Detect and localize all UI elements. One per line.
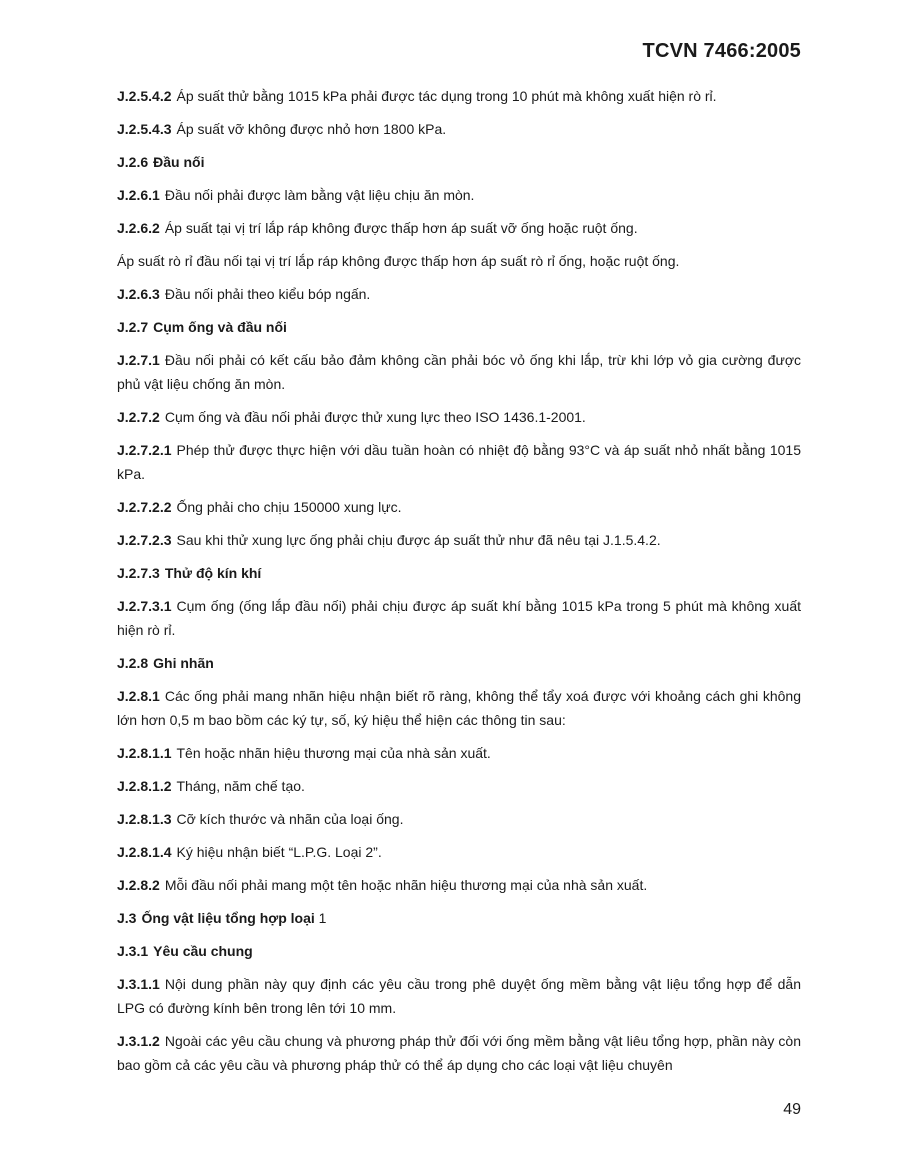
clause-title: Ghi nhãn xyxy=(153,655,214,671)
clause-title: Ống vật liệu tổng hợp loại xyxy=(141,910,315,926)
paragraph xyxy=(117,84,801,108)
clause-text: Cụm ống và đầu nối phải được thử xung lực theo ISO 1436.1-2001. xyxy=(164,409,586,425)
clause-text: Đầu nối phải được làm bằng vật liệu chịu ăn mòn. xyxy=(164,187,475,203)
paragraph xyxy=(117,807,801,831)
paragraph xyxy=(117,216,801,240)
paragraph xyxy=(117,348,801,396)
paragraph xyxy=(117,873,801,897)
paragraph xyxy=(117,438,801,486)
clause-number: J.2.5.4.2 xyxy=(117,88,172,104)
clause-text: Ống phải cho chịu 150000 xung lực. xyxy=(176,499,402,515)
clause-text: Nội dung phần này quy định các yêu cầu trong phê duyệt ống mềm bằng vật liệu tổng hợp để dẫn LPG có đường kính bên trong lên tới 10 mm. xyxy=(117,976,801,1016)
paragraph xyxy=(117,249,801,273)
clause-title: Cụm ống và đầu nối xyxy=(153,319,287,335)
clause-text: Cụm ống (ống lắp đầu nối) phải chịu được áp suất khí bằng 1015 kPa trong 5 phút mà không xuất hiện rò rỉ. xyxy=(117,598,801,638)
clause-number: J.2.8.1 xyxy=(117,688,160,704)
clause-number: J.2.8.1.1 xyxy=(117,745,172,761)
clause-number: J.2.8.2 xyxy=(117,877,160,893)
clause-number: J.2.8.1.2 xyxy=(117,778,172,794)
paragraph xyxy=(117,282,801,306)
clause-number: J.3.1.1 xyxy=(117,976,160,992)
clause-number: J.2.6 xyxy=(117,154,149,170)
clause-text: Đầu nối phải theo kiểu bóp ngấn. xyxy=(164,286,371,302)
clause-number: J.2.6.3 xyxy=(117,286,160,302)
clause-number: J.3.1.2 xyxy=(117,1033,160,1049)
paragraph xyxy=(117,840,801,864)
clause-number: J.2.8 xyxy=(117,655,149,671)
clause-text: Sau khi thử xung lực ống phải chịu được áp suất thử như đã nêu tại J.1.5.4.2. xyxy=(176,532,661,548)
clause-title: Thử độ kín khí xyxy=(164,565,262,581)
clause-number: J.2.5.4.3 xyxy=(117,121,172,137)
clause-text: Cỡ kích thước và nhãn của loại ống. xyxy=(176,811,404,827)
document-body xyxy=(117,84,801,1086)
section-heading xyxy=(117,651,801,675)
clause-text: Đầu nối phải có kết cấu bảo đảm không cần phải bóc vỏ ống khi lắp, trừ khi lớp vỏ gia cường được phủ vật liệu chống ăn mòn. xyxy=(117,352,801,392)
clause-number: J.3 xyxy=(117,910,137,926)
clause-title: Yêu cầu chung xyxy=(153,943,253,959)
clause-number: J.2.7.2.1 xyxy=(117,442,172,458)
clause-text: Áp suất rò rỉ đầu nối tại vị trí lắp ráp không được thấp hơn áp suất rò rỉ ống, hoặc ruột ống. xyxy=(117,253,680,269)
section-heading xyxy=(117,150,801,174)
clause-number: J.2.7 xyxy=(117,319,149,335)
section-heading xyxy=(117,561,801,585)
clause-text: Áp suất tại vị trí lắp ráp không được thấp hơn áp suất vỡ ống hoặc ruột ống. xyxy=(164,220,638,236)
section-heading xyxy=(117,906,801,930)
document-standard-code: TCVN 7466:2005 xyxy=(642,40,801,62)
paragraph xyxy=(117,495,801,519)
clause-number: J.2.6.2 xyxy=(117,220,160,236)
paragraph xyxy=(117,774,801,798)
clause-text: Các ống phải mang nhãn hiệu nhận biết rõ ràng, không thể tẩy xoá được với khoảng cách ghi không lớn hơn 0,5 m bao bồm các ký tự, số, ký hiệu thể hiện các thông tin sau: xyxy=(117,688,801,728)
clause-number: J.2.7.3 xyxy=(117,565,160,581)
clause-text: Tháng, năm chế tạo. xyxy=(176,778,305,794)
clause-text: Mỗi đầu nối phải mang một tên hoặc nhãn hiệu thương mại của nhà sản xuất. xyxy=(164,877,648,893)
clause-text: Phép thử được thực hiện với dầu tuần hoàn có nhiệt độ bằng 93°C và áp suất nhỏ nhất bằng 1015 kPa. xyxy=(117,442,801,482)
clause-title: Đầu nối xyxy=(153,154,205,170)
clause-number: J.2.6.1 xyxy=(117,187,160,203)
clause-number: J.2.7.3.1 xyxy=(117,598,172,614)
paragraph xyxy=(117,117,801,141)
clause-number: J.2.8.1.3 xyxy=(117,811,172,827)
section-heading xyxy=(117,939,801,963)
section-heading xyxy=(117,315,801,339)
page-number: 49 xyxy=(783,1101,801,1118)
paragraph xyxy=(117,405,801,429)
paragraph xyxy=(117,741,801,765)
paragraph xyxy=(117,183,801,207)
clause-number: J.2.7.2.2 xyxy=(117,499,172,515)
clause-text: Áp suất thử bằng 1015 kPa phải được tác dụng trong 10 phút mà không xuất hiện rò rỉ. xyxy=(176,88,717,104)
clause-number: J.2.7.1 xyxy=(117,352,160,368)
paragraph xyxy=(117,594,801,642)
clause-text: Ngoài các yêu cầu chung và phương pháp thử đối với ống mềm bằng vật liêu tổng hợp, phần này còn bao gồm cả các yêu cầu và phương pháp thử có thể áp dụng cho các loại vật liệu chuyên xyxy=(117,1033,801,1073)
clause-number: J.2.8.1.4 xyxy=(117,844,172,860)
paragraph xyxy=(117,1029,801,1077)
clause-text: Tên hoặc nhãn hiệu thương mại của nhà sản xuất. xyxy=(176,745,491,761)
clause-number: J.2.7.2 xyxy=(117,409,160,425)
clause-number: J.2.7.2.3 xyxy=(117,532,172,548)
paragraph xyxy=(117,684,801,732)
clause-text: Ký hiệu nhận biết “L.P.G. Loại 2”. xyxy=(176,844,382,860)
clause-text: Áp suất vỡ không được nhỏ hơn 1800 kPa. xyxy=(176,121,447,137)
paragraph xyxy=(117,528,801,552)
clause-number: J.3.1 xyxy=(117,943,149,959)
paragraph xyxy=(117,972,801,1020)
clause-text: 1 xyxy=(318,910,327,926)
